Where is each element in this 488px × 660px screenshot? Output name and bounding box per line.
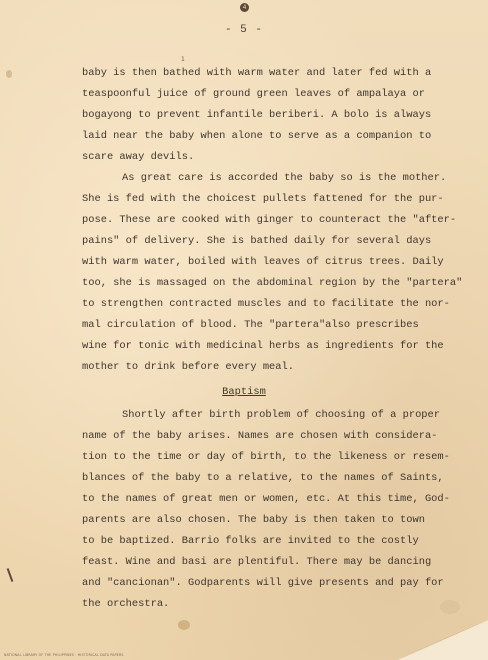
text-line: to be baptized. Barrio folks are invited to the costly <box>82 535 419 547</box>
text-line: She is fed with the choicest pullets fattened for the pur- <box>82 193 444 205</box>
paper-stain <box>440 600 460 614</box>
text-line: blances of the baby to a relative, to the names of Saints, <box>82 472 444 484</box>
text-line: laid near the baby when alone to serve as a companion to <box>82 130 432 142</box>
text-line: and "cancionan". Godparents will give presents and pay for <box>82 577 444 589</box>
stray-mark: 1 <box>181 56 185 63</box>
text-line: teaspoonful juice of ground green leaves of ampalaya or <box>82 88 425 100</box>
footer-caption: NATIONAL LIBRARY OF THE PHILIPPINES · HISTORICAL DATA PAPERS <box>4 653 124 657</box>
text-line: mother to drink before every meal. <box>82 361 295 373</box>
text-line: wine for tonic with medicinal herbs as ingredients for the <box>82 340 444 352</box>
text-line: with warm water, boiled with leaves of citrus trees. Daily <box>82 256 444 268</box>
text-line: scare away devils. <box>82 151 195 163</box>
text-line: feast. Wine and basi are plentiful. There may be dancing <box>82 556 432 568</box>
text-line: too, she is massaged on the abdominal region by the "partera" <box>82 277 463 289</box>
text-line: Shortly after birth problem of choosing of a proper <box>122 409 441 421</box>
page-number: - 5 - <box>224 24 263 36</box>
text-line: to strengthen contracted muscles and to facilitate the nor- <box>82 298 450 310</box>
text-line: pains" of delivery. She is bathed daily for several days <box>82 235 432 247</box>
text-line: bogayong to prevent infantile beriberi. A bolo is always <box>82 109 432 121</box>
text-line: As great care is accorded the baby so is the mother. <box>122 172 447 184</box>
paper-stain <box>6 70 12 78</box>
margin-mark <box>7 568 14 582</box>
text-line: tion to the time or day of birth, to the likeness or resem- <box>82 451 450 463</box>
section-heading: Baptism <box>222 386 266 398</box>
paper-stain <box>178 620 190 630</box>
text-line: parents are also chosen. The baby is then taken to town <box>82 514 425 526</box>
corner-fold <box>398 620 488 660</box>
page-marker-badge: 4 <box>240 3 249 12</box>
text-line: the orchestra. <box>82 598 170 610</box>
text-line: baby is then bathed with warm water and later fed with a <box>82 67 432 79</box>
text-line: pose. These are cooked with ginger to counteract the "after- <box>82 214 457 226</box>
text-line: name of the baby arises. Names are chosen with considera- <box>82 430 438 442</box>
text-line: mal circulation of blood. The "partera"also prescribes <box>82 319 419 331</box>
text-line: to the names of great men or women, etc. At this time, God- <box>82 493 450 505</box>
